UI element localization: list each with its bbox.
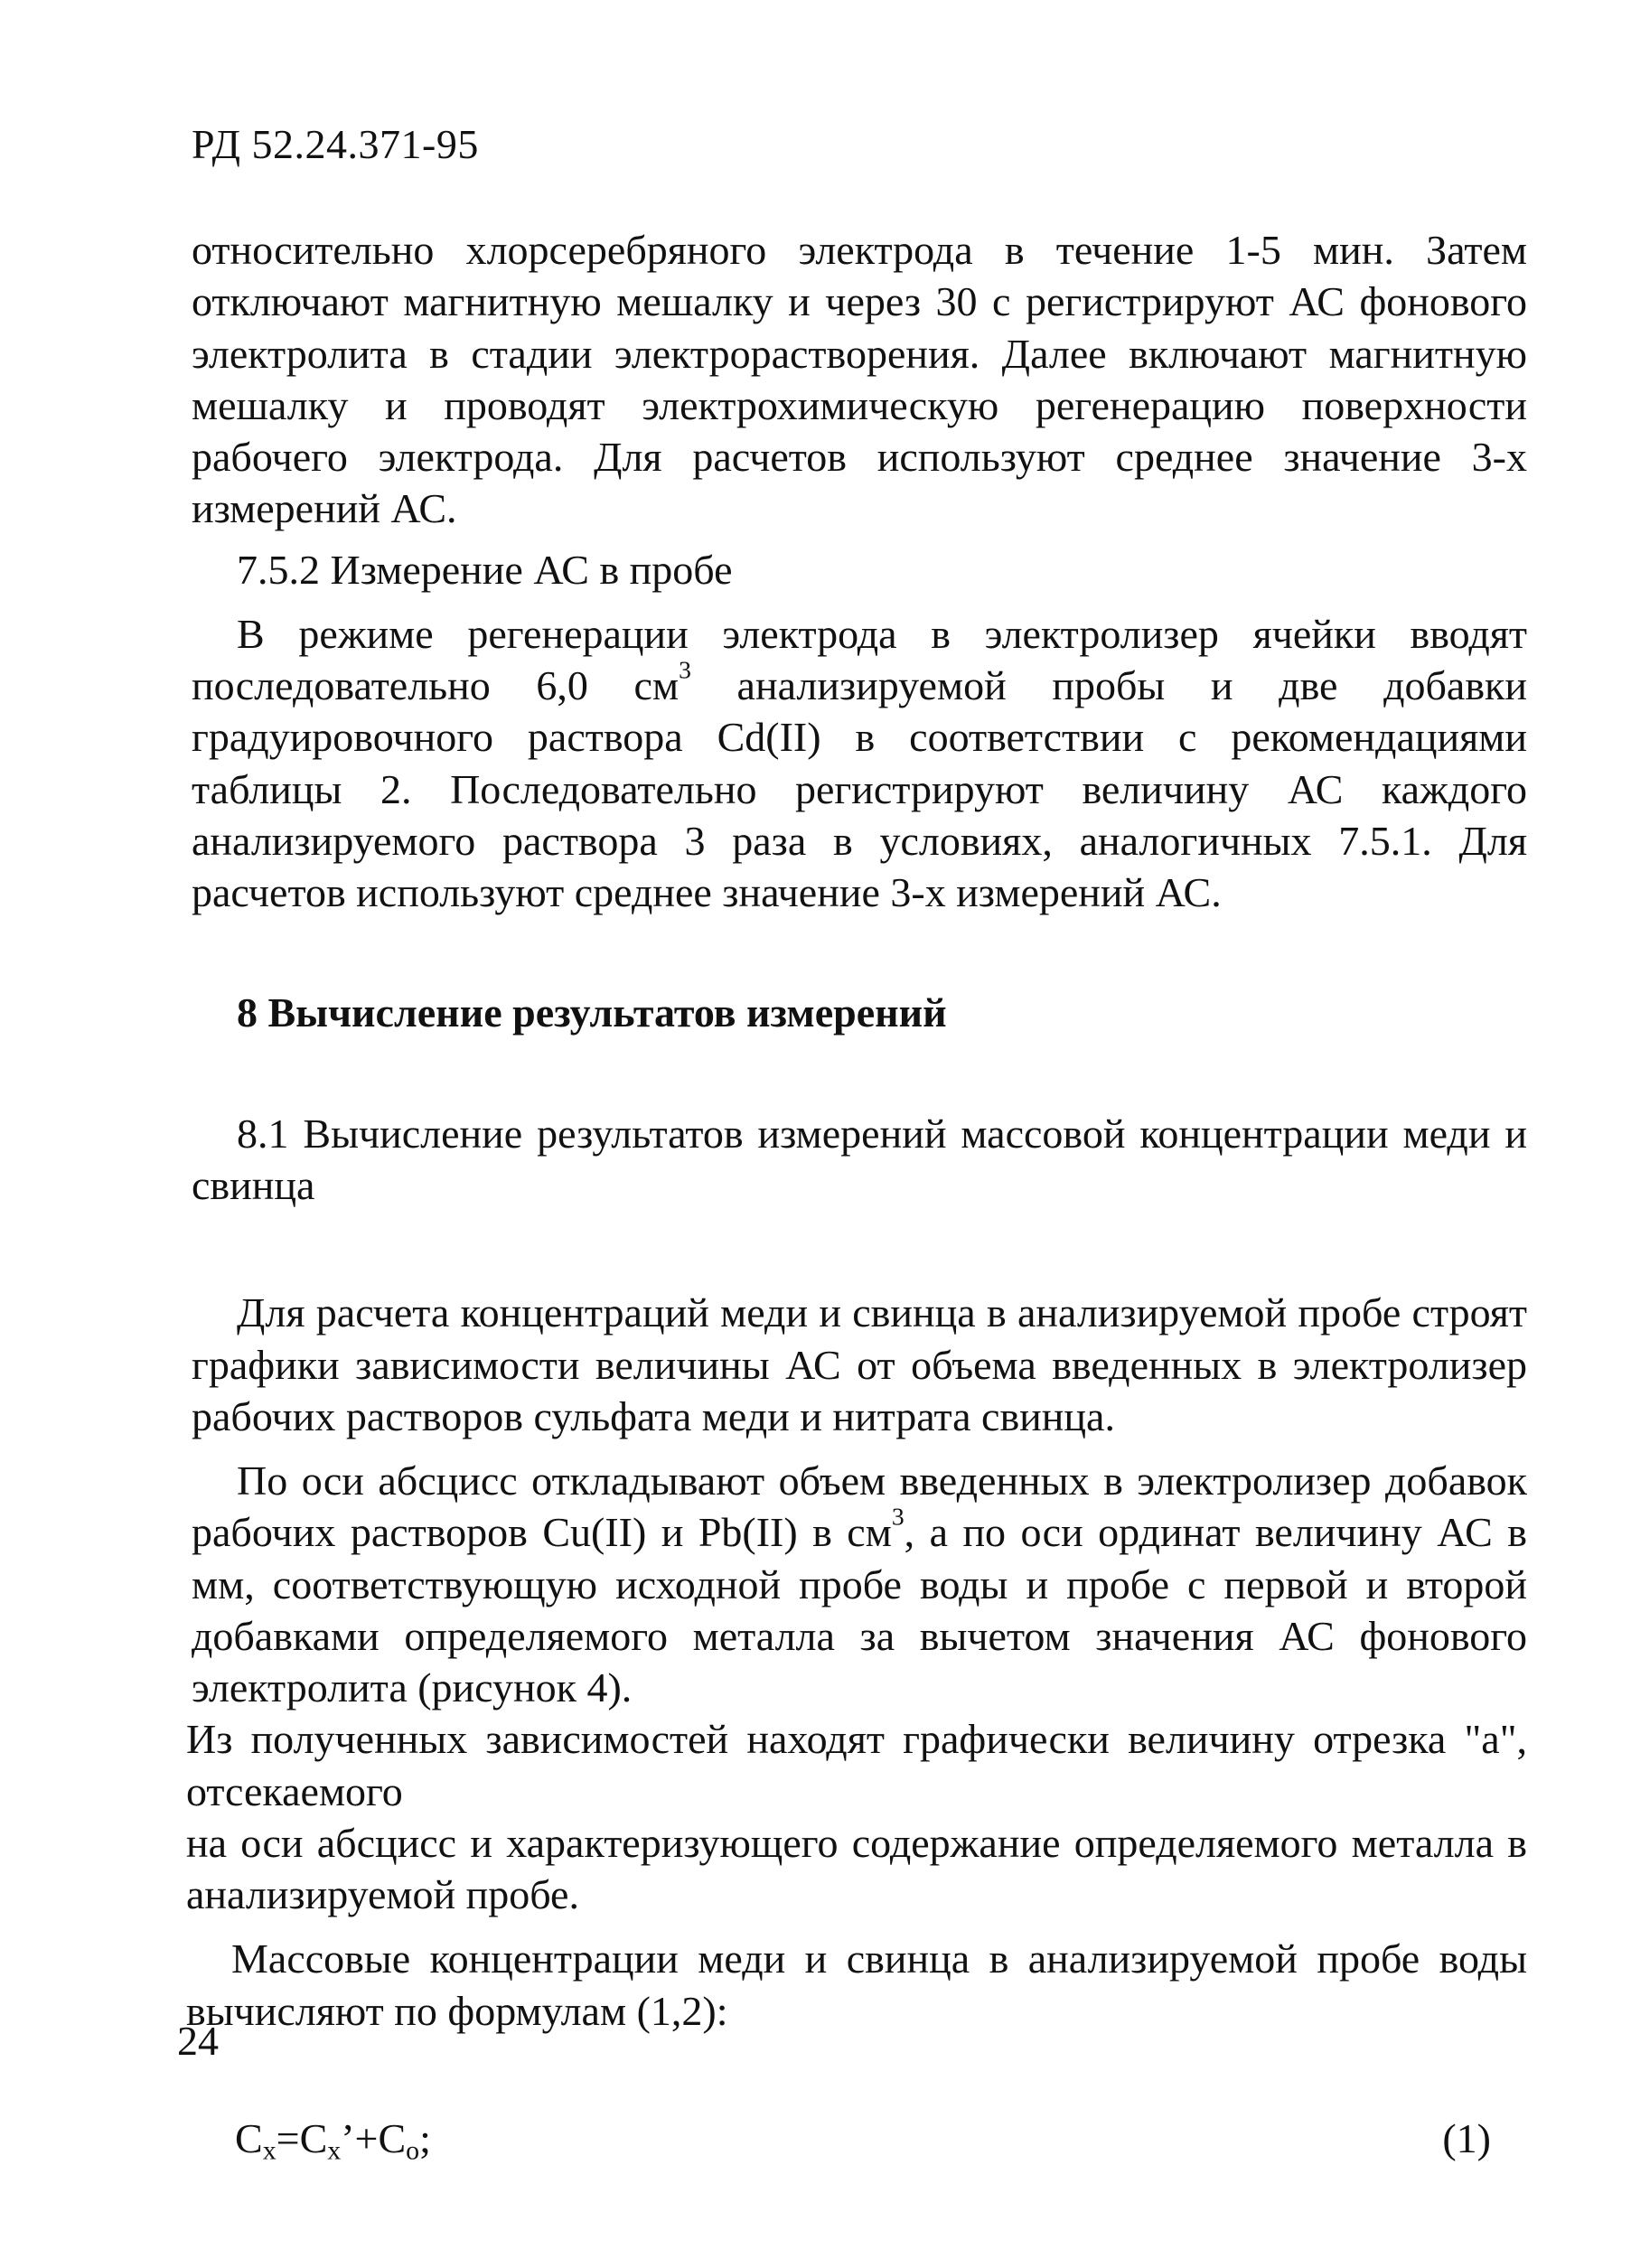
formula-1: [235, 2113, 431, 2164]
paragraph-mass-concentration: Массовые концентрации меди и свинца в анализируемой пробе воды вычисляют по формулам (1,2):: [186, 1935, 1527, 2034]
paragraph-abscissa: на оси абсцисс и характеризующего содержание определяемого металла в анализируемой пробе.: [186, 1819, 1527, 1918]
formula-symbol: =C: [276, 2114, 328, 2161]
formula-row: [192, 2113, 1527, 2167]
formula-symbol: C: [235, 2114, 263, 2161]
subsection-title-7-5-2: 7.5.2 Измерение АС в пробе: [237, 546, 733, 593]
paragraph-continuation: относительно хлорсеребряного электрода в течение 1-5 мин. Затем отключают магнитную мешалку и через 30 с регистрируют АС фонового электролита в стадии электрорастворения. Далее включают магнитную мешалку и проводят электрохимическую регенерацию поверхности рабочего электрода. Для расчетов используют среднее значение 3-х измерений АС.: [192, 227, 1527, 532]
text-fragment: , а по оси ординат величину АС в мм, соответствующую исходной пробе воды и пробе с первой и второй добавками определяемого металла за вычетом значения АС фонового электролита (рисунок 4).: [192, 1509, 1527, 1711]
text-fragment: В режиме регенерации электрода в электролизер ячейки вводят последовательно 6,0 см: [192, 610, 1527, 709]
formula-symbol: ;: [419, 2114, 431, 2161]
superscript: 3: [679, 655, 691, 684]
superscript: 3: [891, 1502, 905, 1531]
formula-symbol: ’+C: [341, 2114, 407, 2161]
page-number: 24: [177, 2018, 219, 2064]
formula-subscript: x: [262, 2135, 277, 2166]
formula-subscript: x: [327, 2135, 342, 2166]
document-code-header: РД 52.24.371-95: [192, 121, 479, 167]
text-fragment: анализируемой пробы и две добавки градуировочного раствора Cd(II) в соответствии с рекомендациями таблицы 2. Последовательно регистрируют величину АС каждого анализируемого раствора 3 раза в условиях, аналогичных 7.5.1. Для расчетов используют среднее значение 3-х измерений АС.: [192, 662, 1528, 916]
document-body: [186, 224, 1528, 2167]
paragraph-graph-construction: Для расчета концентраций меди и свинца в анализируемой пробе строят графики зависимости величины АС от объема введенных в электролизер рабочих растворов сульфата меди и нитрата свинца.: [192, 1289, 1527, 1439]
paragraph-axes-description: [192, 1455, 1527, 1713]
paragraph-segment-a: Из полученных зависимостей находят графически величину отрезка "а", отсекаемого: [186, 1716, 1527, 1814]
section-title-8: 8 Вычисление результатов измерений: [237, 989, 947, 1036]
formula-number: (1): [1442, 2114, 1491, 2161]
subsection-title-8-1: 8.1 Вычисление результатов измерений массовой концентрации меди и свинца: [192, 1110, 1527, 1208]
formula-subscript: o: [406, 2135, 420, 2166]
text-fragment: По оси абсцисс откладывают объем введенных в электролизер добавок рабочих растворов Cu(II) и Pb(II) в см: [192, 1457, 1527, 1556]
paragraph-sample-measurement: [192, 608, 1527, 919]
